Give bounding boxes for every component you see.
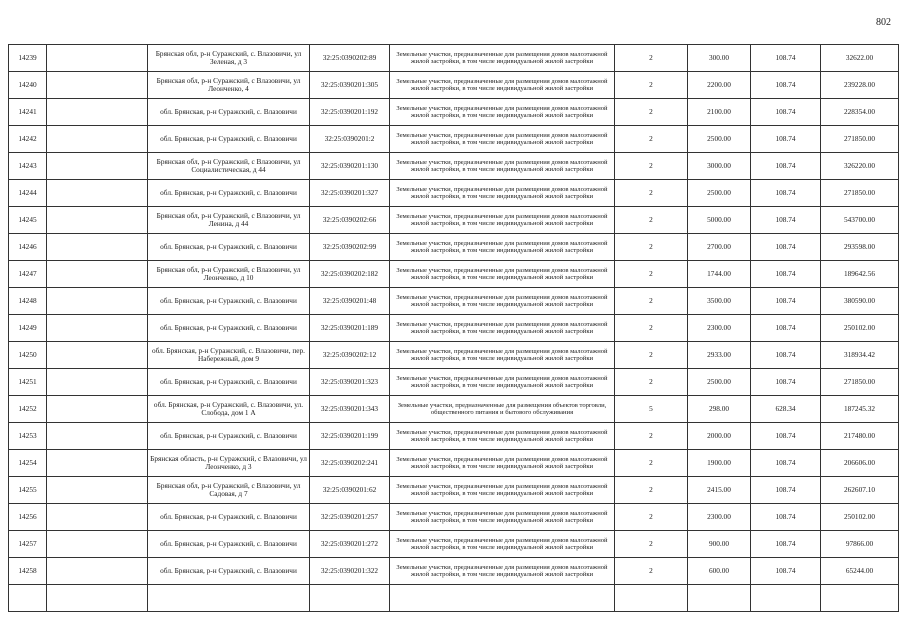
group-cell: 2: [615, 234, 688, 261]
group-cell: 2: [615, 315, 688, 342]
address-cell: обл. Брянская, р-н Суражский, с. Влазовичи, пер. Набережный, дом 9: [148, 342, 310, 369]
cadastral-value-cell: 380590.00: [821, 288, 899, 315]
address-cell: обл. Брянская, р-н Суражский, с. Влазовичи: [148, 126, 310, 153]
area-cell: 1900.00: [688, 450, 751, 477]
group-cell: 2: [615, 531, 688, 558]
area-cell: 2500.00: [688, 126, 751, 153]
address-cell: обл. Брянская, р-н Суражский, с. Влазовичи: [148, 531, 310, 558]
area-cell: 2415.00: [688, 477, 751, 504]
cadastral-value-cell: 250102.00: [821, 504, 899, 531]
address-cell: обл. Брянская, р-н Суражский, с. Влазовичи, ул. Слобода, дом 1 А: [148, 396, 310, 423]
cadastral-number-cell: 32:25:0390201:327: [310, 180, 390, 207]
row-number-cell: 14254: [9, 450, 47, 477]
empty-cell: [47, 396, 148, 423]
empty-cell: [47, 315, 148, 342]
table-row: [9, 45, 899, 72]
group-cell: 2: [615, 45, 688, 72]
table-row: [9, 477, 899, 504]
table-row: [9, 261, 899, 288]
rate-cell: 108.74: [751, 153, 821, 180]
group-cell: 2: [615, 207, 688, 234]
area-cell: 900.00: [688, 531, 751, 558]
cadastral-number-cell: 32:25:0390201:189: [310, 315, 390, 342]
cadastral-value-cell: 217480.00: [821, 423, 899, 450]
table-row: [9, 207, 899, 234]
registry-table: [8, 44, 899, 612]
rate-cell: 628.34: [751, 396, 821, 423]
land-use-cell: Земельные участки, предназначенные для размещения домов малоэтажной жилой застройки, в том числе индивидуальной жилой застройки: [390, 450, 615, 477]
table-row-blank: [9, 585, 899, 612]
empty-cell: [47, 585, 148, 612]
empty-cell: [390, 585, 615, 612]
empty-cell: [47, 369, 148, 396]
cadastral-value-cell: 318934.42: [821, 342, 899, 369]
empty-cell: [47, 261, 148, 288]
row-number-cell: 14253: [9, 423, 47, 450]
cadastral-number-cell: 32:25:0390201:257: [310, 504, 390, 531]
rate-cell: 108.74: [751, 423, 821, 450]
empty-cell: [821, 585, 899, 612]
land-use-cell: Земельные участки, предназначенные для размещения домов малоэтажной жилой застройки, в том числе индивидуальной жилой застройки: [390, 504, 615, 531]
row-number-cell: 14250: [9, 342, 47, 369]
land-use-cell: Земельные участки, предназначенные для размещения объектов торговли, общественного питания и бытового обслуживания: [390, 396, 615, 423]
row-number-cell: 14257: [9, 531, 47, 558]
empty-cell: [47, 423, 148, 450]
cadastral-number-cell: 32:25:0390201:272: [310, 531, 390, 558]
empty-cell: [148, 585, 310, 612]
cadastral-number-cell: 32:25:0390202:182: [310, 261, 390, 288]
land-use-cell: Земельные участки, предназначенные для размещения домов малоэтажной жилой застройки, в том числе индивидуальной жилой застройки: [390, 558, 615, 585]
row-number-cell: 14251: [9, 369, 47, 396]
rate-cell: 108.74: [751, 45, 821, 72]
rate-cell: 108.74: [751, 234, 821, 261]
cadastral-value-cell: 32622.00: [821, 45, 899, 72]
group-cell: 2: [615, 369, 688, 396]
group-cell: 2: [615, 558, 688, 585]
rate-cell: 108.74: [751, 72, 821, 99]
rate-cell: 108.74: [751, 342, 821, 369]
row-number-cell: 14252: [9, 396, 47, 423]
empty-cell: [47, 288, 148, 315]
table-row: [9, 396, 899, 423]
land-use-cell: Земельные участки, предназначенные для размещения домов малоэтажной жилой застройки, в том числе индивидуальной жилой застройки: [390, 153, 615, 180]
row-number-cell: 14247: [9, 261, 47, 288]
rate-cell: 108.74: [751, 288, 821, 315]
cadastral-value-cell: 97866.00: [821, 531, 899, 558]
cadastral-value-cell: 65244.00: [821, 558, 899, 585]
cadastral-value-cell: 228354.00: [821, 99, 899, 126]
area-cell: 3500.00: [688, 288, 751, 315]
area-cell: 300.00: [688, 45, 751, 72]
land-use-cell: Земельные участки, предназначенные для размещения домов малоэтажной жилой застройки, в том числе индивидуальной жилой застройки: [390, 180, 615, 207]
group-cell: 2: [615, 450, 688, 477]
land-use-cell: Земельные участки, предназначенные для размещения домов малоэтажной жилой застройки, в том числе индивидуальной жилой застройки: [390, 477, 615, 504]
cadastral-value-cell: 239228.00: [821, 72, 899, 99]
address-cell: Брянская обл, р-н Суражский, с Влазовичи, ул Садовая, д 7: [148, 477, 310, 504]
land-use-cell: Земельные участки, предназначенные для размещения домов малоэтажной жилой застройки, в том числе индивидуальной жилой застройки: [390, 342, 615, 369]
table-row: [9, 153, 899, 180]
table-row: [9, 99, 899, 126]
rate-cell: 108.74: [751, 207, 821, 234]
land-use-cell: Земельные участки, предназначенные для размещения домов малоэтажной жилой застройки, в том числе индивидуальной жилой застройки: [390, 315, 615, 342]
empty-cell: [47, 342, 148, 369]
empty-cell: [9, 585, 47, 612]
cadastral-number-cell: 32:25:0390201:48: [310, 288, 390, 315]
empty-cell: [47, 234, 148, 261]
group-cell: 2: [615, 126, 688, 153]
address-cell: обл. Брянская, р-н Суражский, с. Влазовичи: [148, 423, 310, 450]
address-cell: Брянская обл, р-н Суражский, с Влазовичи, ул Ленина, д 44: [148, 207, 310, 234]
row-number-cell: 14258: [9, 558, 47, 585]
group-cell: 2: [615, 153, 688, 180]
empty-cell: [47, 99, 148, 126]
cadastral-number-cell: 32:25:0390202:12: [310, 342, 390, 369]
table-row: [9, 450, 899, 477]
rate-cell: 108.74: [751, 531, 821, 558]
cadastral-number-cell: 32:25:0390202:99: [310, 234, 390, 261]
table-row: [9, 126, 899, 153]
empty-cell: [47, 450, 148, 477]
land-use-cell: Земельные участки, предназначенные для размещения домов малоэтажной жилой застройки, в том числе индивидуальной жилой застройки: [390, 288, 615, 315]
area-cell: 2300.00: [688, 315, 751, 342]
group-cell: 2: [615, 288, 688, 315]
cadastral-number-cell: 32:25:0390202:89: [310, 45, 390, 72]
address-cell: Брянская обл, р-н Суражский, с Влазовичи, ул Леонченко, 4: [148, 72, 310, 99]
area-cell: 2500.00: [688, 369, 751, 396]
cadastral-value-cell: 543700.00: [821, 207, 899, 234]
group-cell: 2: [615, 342, 688, 369]
land-use-cell: Земельные участки, предназначенные для размещения домов малоэтажной жилой застройки, в том числе индивидуальной жилой застройки: [390, 126, 615, 153]
land-use-cell: Земельные участки, предназначенные для размещения домов малоэтажной жилой застройки, в том числе индивидуальной жилой застройки: [390, 45, 615, 72]
table-row: [9, 72, 899, 99]
empty-cell: [47, 558, 148, 585]
rate-cell: 108.74: [751, 99, 821, 126]
rate-cell: 108.74: [751, 261, 821, 288]
table-row: [9, 234, 899, 261]
cadastral-value-cell: 293598.00: [821, 234, 899, 261]
rate-cell: 108.74: [751, 369, 821, 396]
row-number-cell: 14249: [9, 315, 47, 342]
empty-cell: [615, 585, 688, 612]
address-cell: обл. Брянская, р-н Суражский, с. Влазовичи: [148, 315, 310, 342]
area-cell: 1744.00: [688, 261, 751, 288]
area-cell: 2500.00: [688, 180, 751, 207]
address-cell: обл. Брянская, р-н Суражский, с. Влазовичи: [148, 180, 310, 207]
cadastral-value-cell: 206606.00: [821, 450, 899, 477]
table-row: [9, 504, 899, 531]
area-cell: 600.00: [688, 558, 751, 585]
rate-cell: 108.74: [751, 180, 821, 207]
page-number: 802: [876, 17, 891, 28]
row-number-cell: 14239: [9, 45, 47, 72]
address-cell: обл. Брянская, р-н Суражский, с. Влазовичи: [148, 369, 310, 396]
address-cell: обл. Брянская, р-н Суражский, с. Влазовичи: [148, 99, 310, 126]
row-number-cell: 14243: [9, 153, 47, 180]
rate-cell: 108.74: [751, 504, 821, 531]
group-cell: 2: [615, 477, 688, 504]
empty-cell: [47, 180, 148, 207]
group-cell: 2: [615, 72, 688, 99]
area-cell: 2000.00: [688, 423, 751, 450]
land-use-cell: Земельные участки, предназначенные для размещения домов малоэтажной жилой застройки, в том числе индивидуальной жилой застройки: [390, 531, 615, 558]
cadastral-number-cell: 32:25:0390201:305: [310, 72, 390, 99]
cadastral-value-cell: 189642.56: [821, 261, 899, 288]
table-body: [9, 45, 899, 612]
cadastral-value-cell: 326220.00: [821, 153, 899, 180]
address-cell: обл. Брянская, р-н Суражский, с. Влазовичи: [148, 558, 310, 585]
land-use-cell: Земельные участки, предназначенные для размещения домов малоэтажной жилой застройки, в том числе индивидуальной жилой застройки: [390, 72, 615, 99]
address-cell: Брянская область, р-н Суражский, с Влазовичи, ул Леонченко, д 3: [148, 450, 310, 477]
cadastral-value-cell: 271850.00: [821, 369, 899, 396]
row-number-cell: 14244: [9, 180, 47, 207]
cadastral-value-cell: 187245.32: [821, 396, 899, 423]
area-cell: 2300.00: [688, 504, 751, 531]
row-number-cell: 14246: [9, 234, 47, 261]
area-cell: 2933.00: [688, 342, 751, 369]
cadastral-number-cell: 32:25:0390201:62: [310, 477, 390, 504]
empty-cell: [47, 207, 148, 234]
rate-cell: 108.74: [751, 477, 821, 504]
empty-cell: [47, 531, 148, 558]
table-row: [9, 315, 899, 342]
address-cell: обл. Брянская, р-н Суражский, с. Влазовичи: [148, 504, 310, 531]
area-cell: 5000.00: [688, 207, 751, 234]
area-cell: 2100.00: [688, 99, 751, 126]
table-row: [9, 288, 899, 315]
row-number-cell: 14248: [9, 288, 47, 315]
empty-cell: [47, 126, 148, 153]
cadastral-number-cell: 32:25:0390201:343: [310, 396, 390, 423]
group-cell: 2: [615, 99, 688, 126]
area-cell: 2200.00: [688, 72, 751, 99]
table-row: [9, 180, 899, 207]
cadastral-value-cell: 262607.10: [821, 477, 899, 504]
row-number-cell: 14242: [9, 126, 47, 153]
cadastral-number-cell: 32:25:0390201:322: [310, 558, 390, 585]
row-number-cell: 14255: [9, 477, 47, 504]
cadastral-number-cell: 32:25:0390201:2: [310, 126, 390, 153]
empty-cell: [47, 504, 148, 531]
area-cell: 298.00: [688, 396, 751, 423]
empty-cell: [47, 45, 148, 72]
address-cell: обл. Брянская, р-н Суражский, с. Влазовичи: [148, 288, 310, 315]
address-cell: Брянская обл, р-н Суражский, с Влазовичи, ул Социалистическая, д 44: [148, 153, 310, 180]
empty-cell: [310, 585, 390, 612]
empty-cell: [751, 585, 821, 612]
table-row: [9, 342, 899, 369]
table-row: [9, 423, 899, 450]
land-use-cell: Земельные участки, предназначенные для размещения домов малоэтажной жилой застройки, в том числе индивидуальной жилой застройки: [390, 261, 615, 288]
area-cell: 3000.00: [688, 153, 751, 180]
cadastral-number-cell: 32:25:0390202:66: [310, 207, 390, 234]
table-row: [9, 531, 899, 558]
cadastral-number-cell: 32:25:0390202:241: [310, 450, 390, 477]
land-use-cell: Земельные участки, предназначенные для размещения домов малоэтажной жилой застройки, в том числе индивидуальной жилой застройки: [390, 99, 615, 126]
cadastral-number-cell: 32:25:0390201:323: [310, 369, 390, 396]
group-cell: 5: [615, 396, 688, 423]
address-cell: обл. Брянская, р-н Суражский, с. Влазовичи: [148, 234, 310, 261]
land-use-cell: Земельные участки, предназначенные для размещения домов малоэтажной жилой застройки, в том числе индивидуальной жилой застройки: [390, 369, 615, 396]
address-cell: Брянская обл, р-н Суражский, с Влазовичи, ул Леонченко, д 10: [148, 261, 310, 288]
empty-cell: [688, 585, 751, 612]
rate-cell: 108.74: [751, 126, 821, 153]
cadastral-value-cell: 250102.00: [821, 315, 899, 342]
row-number-cell: 14256: [9, 504, 47, 531]
rate-cell: 108.74: [751, 450, 821, 477]
land-use-cell: Земельные участки, предназначенные для размещения домов малоэтажной жилой застройки, в том числе индивидуальной жилой застройки: [390, 207, 615, 234]
cadastral-number-cell: 32:25:0390201:130: [310, 153, 390, 180]
group-cell: 2: [615, 504, 688, 531]
address-cell: Брянская обл, р-н Суражский, с. Влазовичи, ул Зеленая, д 3: [148, 45, 310, 72]
empty-cell: [47, 477, 148, 504]
row-number-cell: 14245: [9, 207, 47, 234]
cadastral-number-cell: 32:25:0390201:192: [310, 99, 390, 126]
cadastral-value-cell: 271850.00: [821, 126, 899, 153]
group-cell: 2: [615, 261, 688, 288]
area-cell: 2700.00: [688, 234, 751, 261]
group-cell: 2: [615, 423, 688, 450]
row-number-cell: 14240: [9, 72, 47, 99]
group-cell: 2: [615, 180, 688, 207]
row-number-cell: 14241: [9, 99, 47, 126]
empty-cell: [47, 153, 148, 180]
table-row: [9, 558, 899, 585]
table-row: [9, 369, 899, 396]
cadastral-value-cell: 271850.00: [821, 180, 899, 207]
empty-cell: [47, 72, 148, 99]
rate-cell: 108.74: [751, 315, 821, 342]
land-use-cell: Земельные участки, предназначенные для размещения домов малоэтажной жилой застройки, в том числе индивидуальной жилой застройки: [390, 234, 615, 261]
rate-cell: 108.74: [751, 558, 821, 585]
cadastral-number-cell: 32:25:0390201:199: [310, 423, 390, 450]
land-use-cell: Земельные участки, предназначенные для размещения домов малоэтажной жилой застройки, в том числе индивидуальной жилой застройки: [390, 423, 615, 450]
